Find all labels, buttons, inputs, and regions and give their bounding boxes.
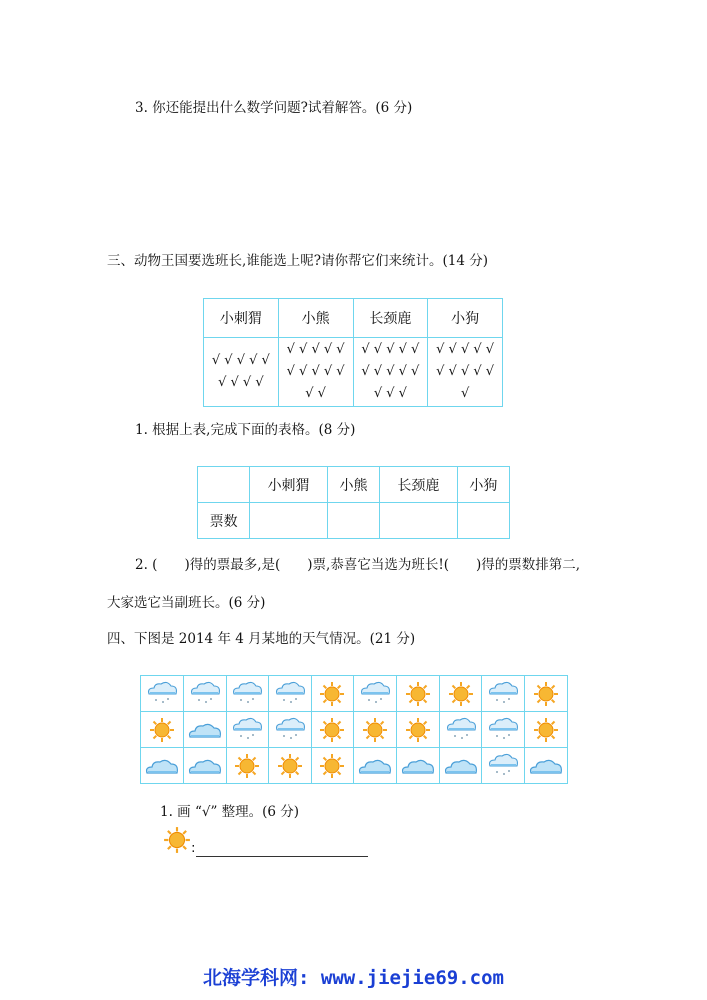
question-3-2-prompt: 2. ( )得的票最多,是( )票,恭喜它当选为班长!( )得的票数排第二, — [135, 557, 581, 573]
vote-marks-hedgehog — [204, 338, 279, 407]
question-3-1-prompt: 1. 根据上表,完成下面的表格。(8 分) — [135, 422, 356, 438]
snow-icon — [482, 748, 525, 784]
vote-mark-row: √ √ √ — [373, 386, 407, 401]
snow-icon — [354, 676, 397, 712]
count-header-bear: 小熊 — [327, 467, 379, 503]
animal-header-hedgehog: 小刺猬 — [204, 299, 279, 338]
question-4-1-prompt: 1. 画 “√” 整理。(6 分) — [160, 804, 300, 820]
weather-row — [141, 712, 568, 748]
section-3-title: 三、动物王国要选班长,谁能选上呢?请你帮它们来统计。(14 分) — [107, 253, 489, 269]
animal-header-dog: 小狗 — [428, 299, 503, 338]
vote-mark-row: √ √ √ √ √ — [286, 364, 345, 379]
vote-mark-row: √ √ √ √ √ — [361, 364, 420, 379]
answer-cell-dog[interactable] — [457, 503, 509, 539]
weather-row — [141, 748, 568, 784]
snow-icon — [269, 712, 312, 748]
count-header-dog: 小狗 — [457, 467, 509, 503]
snow-icon — [269, 676, 312, 712]
count-header-hedgehog: 小刺猬 — [250, 467, 328, 503]
vote-marks-dog — [428, 338, 503, 407]
snow-icon — [482, 712, 525, 748]
sun-icon — [141, 712, 184, 748]
vote-tally-table — [203, 298, 503, 407]
answer-cell-bear[interactable] — [327, 503, 379, 539]
vote-mark-row: √ √ √ √ √ — [436, 342, 495, 357]
cloud-icon — [439, 748, 482, 784]
blank-corner-cell — [198, 467, 250, 503]
vote-mark-row: √ √ √ √ √ — [286, 342, 345, 357]
snow-icon — [439, 712, 482, 748]
weather-row — [141, 676, 568, 712]
sun-icon — [525, 676, 568, 712]
snow-icon — [482, 676, 525, 712]
vote-mark-row: √ √ — [305, 386, 326, 401]
vote-mark-row: √ √ √ √ — [218, 375, 264, 390]
cloud-icon — [183, 712, 226, 748]
cloud-icon — [525, 748, 568, 784]
snow-icon — [226, 676, 269, 712]
vote-mark-row: √ — [460, 386, 470, 401]
sun-icon — [311, 712, 353, 748]
sun-icon — [396, 712, 439, 748]
cloud-icon — [183, 748, 226, 784]
sun-tally-answer-line[interactable] — [196, 856, 368, 857]
sun-icon — [163, 826, 191, 854]
question-3-prompt: 3. 你还能提出什么数学问题?试着解答。(6 分) — [135, 100, 413, 116]
sun-icon — [311, 748, 353, 784]
answer-colon: : — [191, 840, 196, 856]
sun-icon — [354, 712, 397, 748]
vote-count-table — [197, 466, 510, 539]
snow-icon — [226, 712, 269, 748]
section-4-title: 四、下图是 2014 年 4 月某地的天气情况。(21 分) — [107, 631, 416, 647]
vote-mark-row: √ √ √ √ √ — [361, 342, 420, 357]
vote-mark-row: √ √ √ √ √ — [436, 364, 495, 379]
cloud-icon — [396, 748, 439, 784]
sun-icon — [396, 676, 439, 712]
votes-row-label: 票数 — [198, 503, 250, 539]
cloud-icon — [141, 748, 184, 784]
weather-grid — [140, 675, 568, 784]
snow-icon — [183, 676, 226, 712]
vote-mark-row: √ √ √ √ √ — [211, 353, 270, 368]
sun-icon — [269, 748, 312, 784]
animal-header-giraffe: 长颈鹿 — [353, 299, 428, 338]
footer-watermark: 北海学科网: www.jiejie69.com — [203, 967, 504, 989]
question-3-2-continuation: 大家选它当副班长。(6 分) — [107, 595, 266, 611]
vote-marks-bear — [278, 338, 353, 407]
sun-icon — [311, 676, 353, 712]
answer-cell-giraffe[interactable] — [380, 503, 458, 539]
animal-header-bear: 小熊 — [278, 299, 353, 338]
sun-icon — [226, 748, 269, 784]
sun-icon-graphic — [163, 826, 191, 854]
cloud-icon — [354, 748, 397, 784]
sun-icon — [439, 676, 482, 712]
answer-cell-hedgehog[interactable] — [250, 503, 328, 539]
count-header-giraffe: 长颈鹿 — [380, 467, 458, 503]
sun-icon — [525, 712, 568, 748]
snow-icon — [141, 676, 184, 712]
vote-marks-giraffe — [353, 338, 428, 407]
